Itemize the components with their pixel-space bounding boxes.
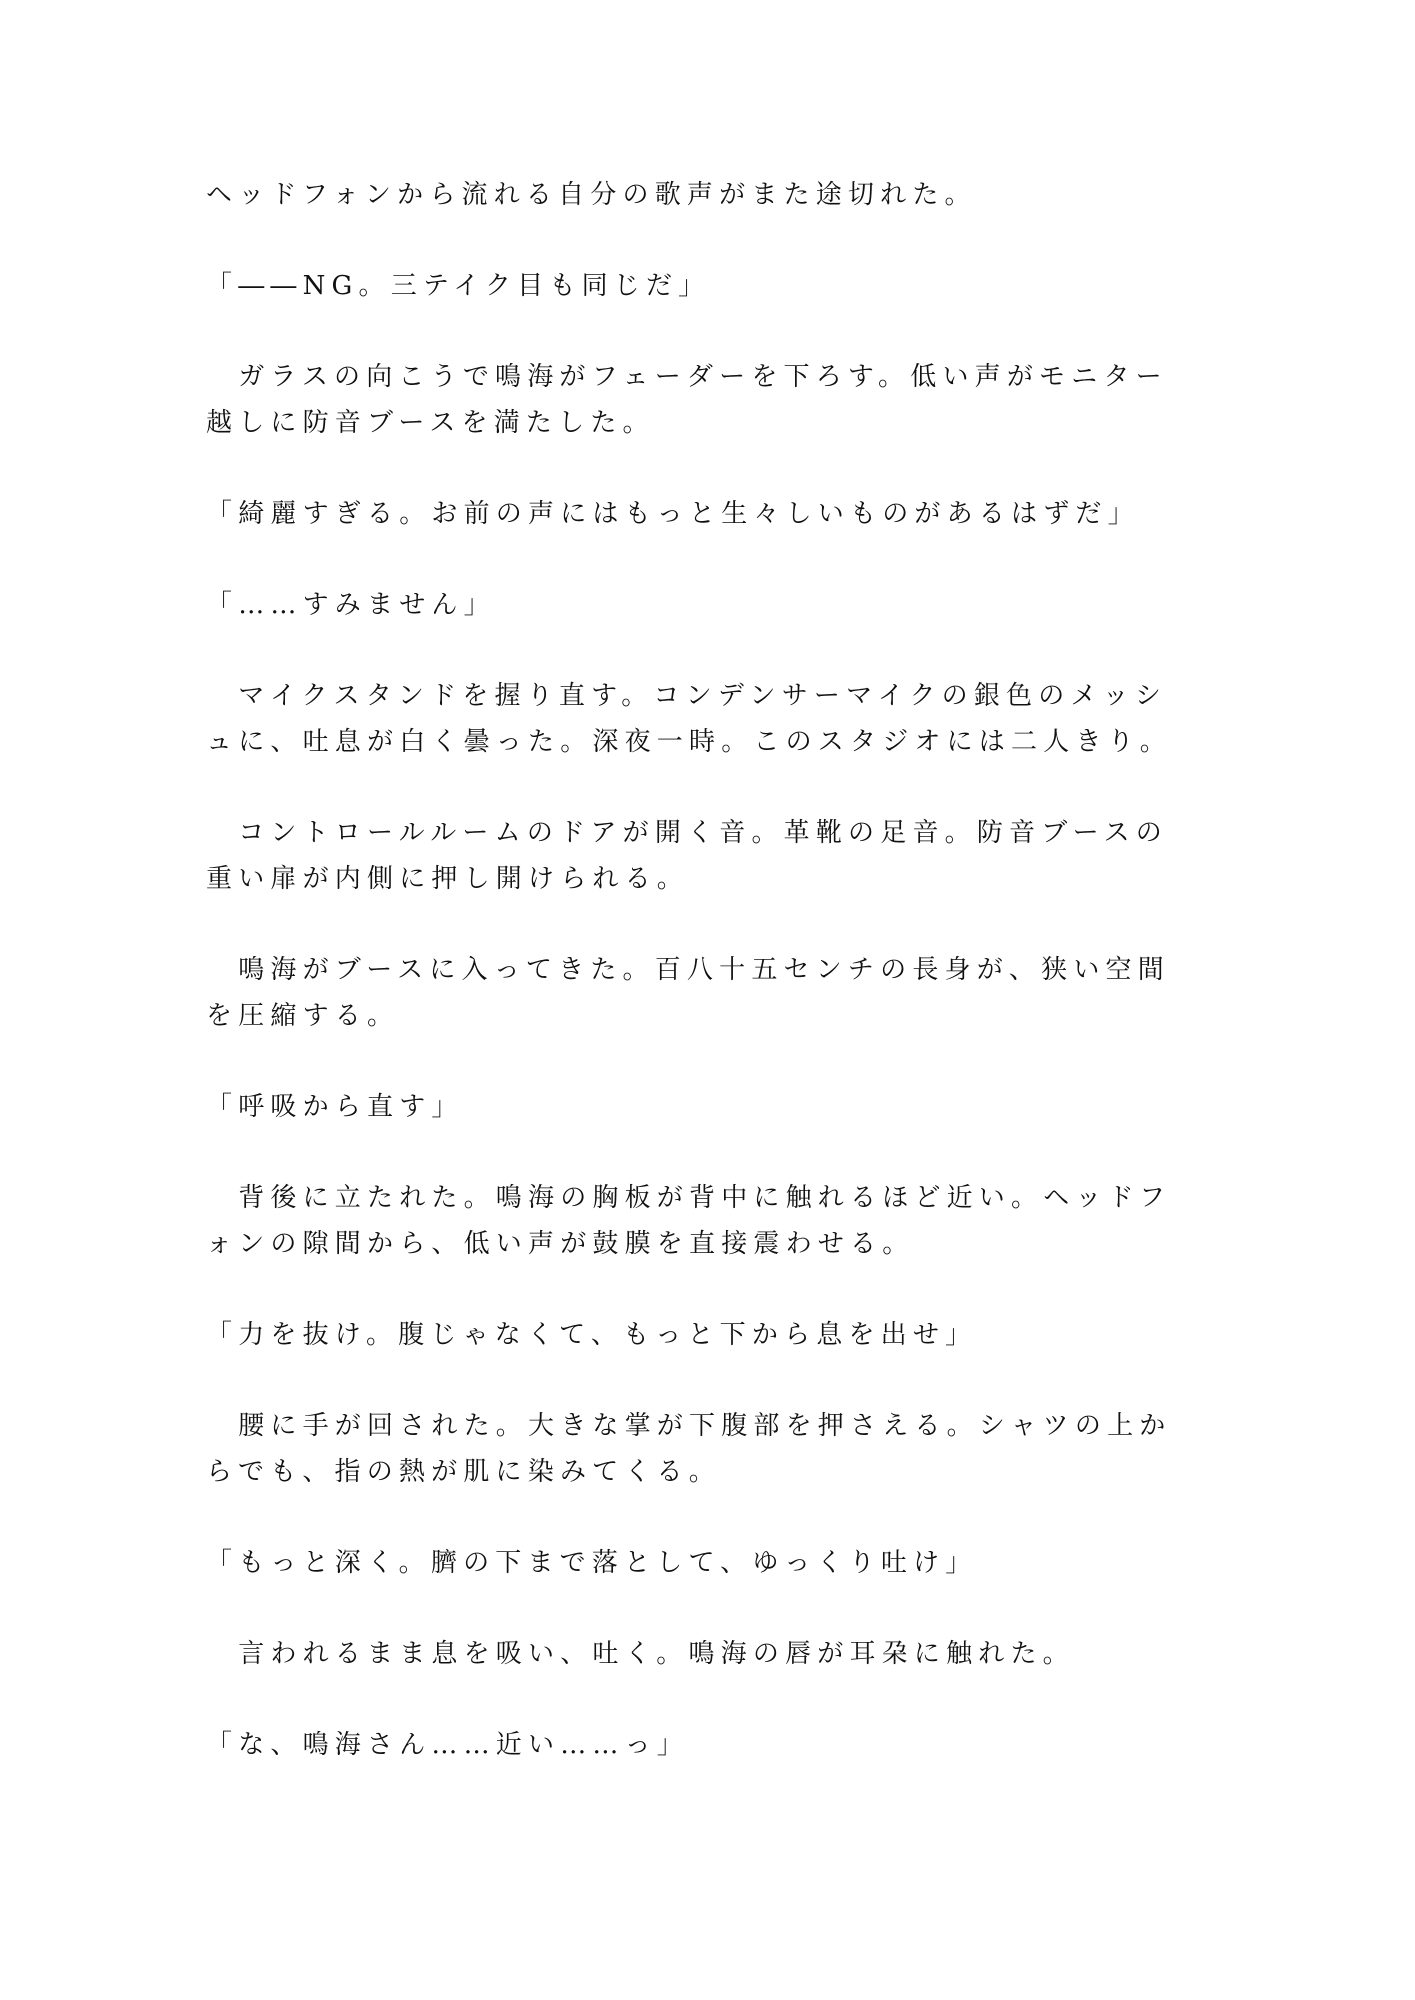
text-line: を圧縮する。 [206,1001,400,1031]
text-line: 鳴海がブースに入ってきた。百八十五センチの長身が、狭い空間 [206,955,1170,985]
text-line: 「呼吸から直す」 [206,1092,464,1122]
text-line: 言われるまま息を吸い、吐く。鳴海の唇が耳朶に触れた。 [206,1639,1075,1669]
document-page [206,172,1206,1813]
text-line: コントロールルームのドアが開く音。革靴の足音。防音ブースの [206,818,1168,848]
text-line: ヘッドフォンから流れる自分の歌声がまた途切れた。 [206,180,977,210]
paragraph [206,1403,1206,1495]
text-line: 「力を抜け。腹じゃなくて、もっと下から息を出せ」 [206,1320,978,1350]
paragraph [206,1175,1206,1267]
text-line: 越しに防音ブースを満たした。 [206,408,655,438]
text-line: 「……すみません」 [206,590,496,620]
text-line: マイクスタンドを握り直す。コンデンサーマイクの銀色のメッシ [206,681,1168,711]
paragraph [206,354,1206,446]
text-line: 「――NG。三テイク目も同じだ」 [206,271,711,301]
paragraph [206,263,1206,309]
text-line: 背後に立たれた。鳴海の胸板が背中に触れるほど近い。ヘッドフ [206,1183,1172,1213]
text-line: 「な、鳴海さん……近い……っ」 [206,1730,690,1760]
text-line: ュに、吐息が白く曇った。深夜一時。このスタジオには二人きり。 [206,727,1173,757]
paragraph [206,1540,1206,1586]
text-line: 重い扉が内側に押し開けられる。 [206,864,690,894]
paragraph [206,810,1206,902]
paragraph [206,172,1206,218]
paragraph [206,1631,1206,1677]
paragraph [206,582,1206,628]
text-line: 腰に手が回された。大きな掌が下腹部を押さえる。シャツの上か [206,1411,1172,1441]
paragraph [206,1084,1206,1130]
paragraph [206,491,1206,537]
paragraph [206,947,1206,1039]
paragraph [206,673,1206,765]
paragraph [206,1722,1206,1768]
text-line: ガラスの向こうで鳴海がフェーダーを下ろす。低い声がモニター [206,362,1168,392]
text-line: ォンの隙間から、低い声が鼓膜を直接震わせる。 [206,1229,915,1259]
text-line: らでも、指の熱が肌に染みてくる。 [206,1457,721,1487]
paragraph [206,1312,1206,1358]
text-line: 「綺麗すぎる。お前の声にはもっと生々しいものがあるはずだ」 [206,499,1140,529]
text-line: 「もっと深く。臍の下まで落として、ゆっくり吐け」 [206,1548,978,1578]
